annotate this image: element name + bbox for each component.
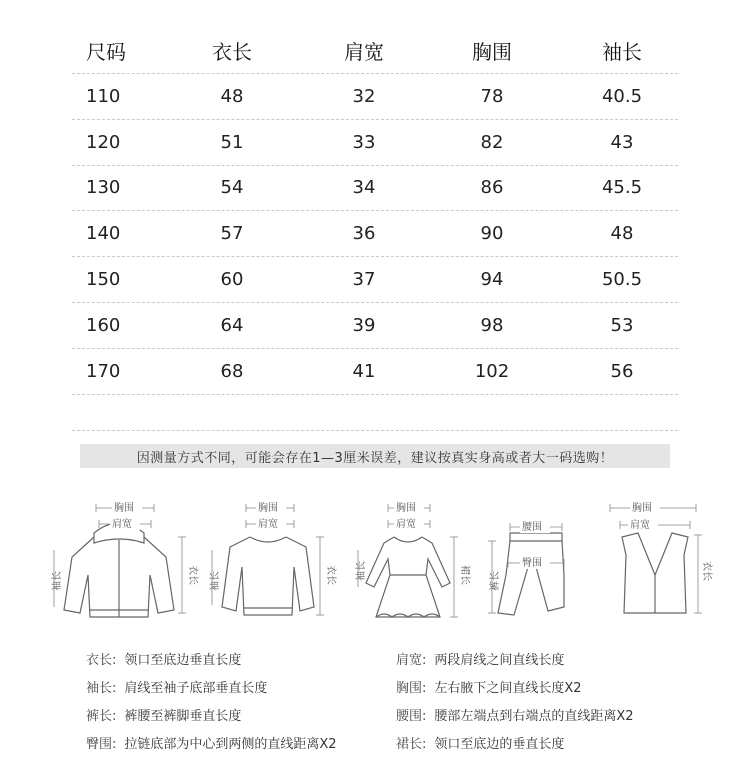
pants-waist-label: 腰围 — [522, 522, 542, 533]
dress-length-label: 裙长 — [459, 565, 470, 585]
legend-item — [86, 644, 241, 672]
legend-row — [86, 700, 686, 728]
cell-length: 48 — [220, 85, 244, 107]
cell-chest: 102 — [474, 360, 510, 382]
legend-term: 肩宽: — [396, 652, 427, 668]
legend-definition: 两段肩线之间直线长度 — [434, 652, 565, 668]
vest-illustration — [600, 495, 710, 625]
dress-shoulder-label: 肩宽 — [396, 519, 416, 530]
hoodie-shoulder-label: 肩宽 — [112, 519, 132, 530]
legend-definition: 腰部左端点到右端点的直线距离X2 — [434, 708, 634, 724]
cell-sleeve: 45.5 — [601, 177, 643, 199]
sweatshirt-shoulder-label: 肩宽 — [258, 519, 278, 530]
dress-chest-label: 胸围 — [396, 503, 416, 514]
legend-item — [86, 672, 267, 700]
cell-sleeve: 40.5 — [601, 85, 643, 107]
header-length: 衣长 — [212, 40, 252, 64]
sweatshirt-chest-label: 胸围 — [258, 503, 278, 514]
header-shoulder: 肩宽 — [344, 40, 384, 64]
cell-shoulder: 34 — [352, 177, 376, 199]
dress-diagram — [348, 495, 468, 629]
legend-definition: 领口至底边的垂直长度 — [434, 736, 565, 752]
legend-term: 腰围: — [396, 708, 427, 724]
cell-shoulder: 33 — [352, 131, 376, 153]
dress-sleeve-label: 袖长 — [356, 561, 367, 581]
legend-row — [86, 672, 686, 700]
hoodie-diagram — [44, 495, 198, 629]
legend-item — [86, 700, 241, 728]
cell-size: 170 — [86, 360, 121, 382]
cell-length: 68 — [220, 360, 244, 382]
vest-diagram — [600, 495, 710, 629]
cell-length: 54 — [220, 177, 244, 199]
dress-illustration — [348, 495, 468, 625]
vest-shoulder-label: 肩宽 — [630, 520, 650, 531]
table-row — [72, 211, 678, 257]
legend-item — [86, 728, 337, 756]
table-divider — [72, 430, 678, 431]
pants-length-label: 裤长 — [490, 571, 501, 591]
legend-definition: 左右腋下之间直线长度X2 — [434, 680, 582, 696]
hoodie-illustration — [44, 495, 198, 625]
cell-length: 60 — [220, 269, 244, 291]
legend-term: 胸围: — [396, 680, 427, 696]
legend-row — [86, 644, 686, 672]
pants-diagram — [480, 495, 590, 629]
cell-sleeve: 43 — [610, 131, 634, 153]
pants-hip-label: 臀围 — [522, 558, 542, 569]
cell-sleeve: 48 — [610, 223, 634, 245]
legend-definition: 领口至底边垂直长度 — [124, 652, 242, 668]
cell-shoulder: 37 — [352, 269, 376, 291]
cell-size: 150 — [86, 269, 121, 291]
table-row — [72, 120, 678, 166]
legend-term: 裤长: — [86, 708, 117, 724]
cell-chest: 94 — [480, 269, 504, 291]
cell-shoulder: 32 — [352, 85, 376, 107]
cell-chest: 78 — [480, 85, 504, 107]
cell-shoulder: 36 — [352, 223, 376, 245]
cell-sleeve: 53 — [610, 314, 634, 336]
table-header-row — [72, 28, 678, 74]
legend-item — [396, 644, 564, 672]
cell-sleeve: 50.5 — [601, 269, 643, 291]
legend-definition: 肩线至袖子底部垂直长度 — [124, 680, 268, 696]
legend-term: 衣长: — [86, 652, 117, 668]
measurement-notice: 因测量方式不同，可能会存在1—3厘米误差，建议按真实身高或者大一码选购！ — [80, 444, 670, 468]
cell-size: 120 — [86, 131, 121, 153]
cell-length: 64 — [220, 314, 244, 336]
cell-size: 130 — [86, 177, 121, 199]
cell-sleeve: 56 — [610, 360, 634, 382]
header-chest: 胸围 — [472, 40, 512, 64]
legend-definition: 拉链底部为中心到两侧的直线距离X2 — [124, 736, 337, 752]
pants-illustration — [480, 495, 590, 625]
cell-chest: 98 — [480, 314, 504, 336]
legend-item — [396, 728, 564, 756]
cell-length: 57 — [220, 223, 244, 245]
sweatshirt-sleeve-label: 袖长 — [210, 571, 221, 591]
table-row — [72, 257, 678, 303]
legend-row — [86, 728, 686, 756]
cell-shoulder: 39 — [352, 314, 376, 336]
cell-chest: 82 — [480, 131, 504, 153]
legend-item — [396, 700, 634, 728]
cell-size: 140 — [86, 223, 121, 245]
sweatshirt-length-label: 衣长 — [325, 565, 336, 585]
cell-chest: 86 — [480, 177, 504, 199]
vest-chest-label: 胸围 — [632, 503, 652, 514]
table-row — [72, 166, 678, 212]
legend-term: 袖长: — [86, 680, 117, 696]
cell-shoulder: 41 — [352, 360, 376, 382]
table-row — [72, 74, 678, 120]
cell-chest: 90 — [480, 223, 504, 245]
table-row — [72, 349, 678, 395]
vest-length-label: 衣长 — [701, 561, 712, 581]
measurement-legend — [86, 644, 686, 756]
legend-definition: 裤腰至裤脚垂直长度 — [124, 708, 242, 724]
hoodie-sleeve-label: 袖长 — [52, 571, 63, 591]
legend-term: 臀围: — [86, 736, 117, 752]
header-sleeve: 袖长 — [602, 40, 642, 64]
hoodie-length-label: 衣长 — [187, 565, 198, 585]
legend-term: 裙长: — [396, 736, 427, 752]
header-size: 尺码 — [86, 40, 126, 64]
cell-size: 110 — [86, 85, 121, 107]
cell-size: 160 — [86, 314, 121, 336]
sweatshirt-illustration — [198, 495, 338, 625]
table-row — [72, 303, 678, 349]
cell-length: 51 — [220, 131, 244, 153]
size-table — [72, 28, 678, 395]
hoodie-chest-label: 胸围 — [114, 503, 134, 514]
legend-item — [396, 672, 582, 700]
sweatshirt-diagram — [198, 495, 338, 629]
